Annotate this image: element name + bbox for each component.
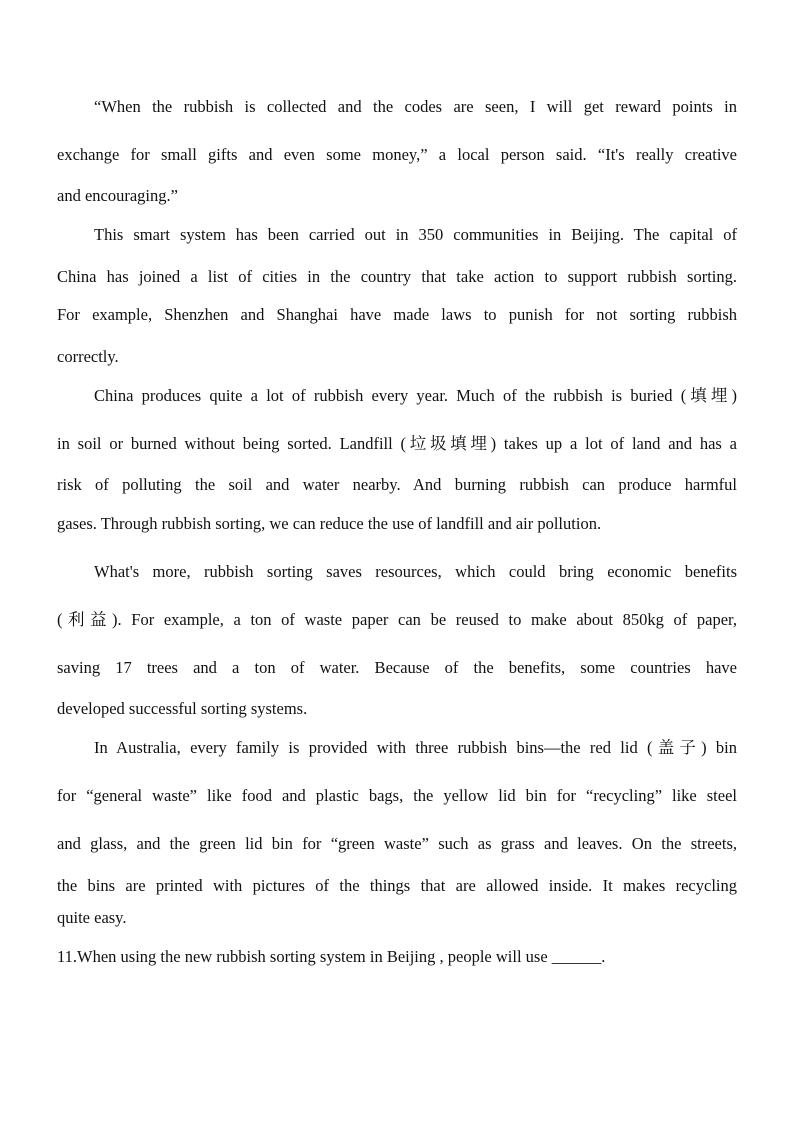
paragraph-5-line-1: In Australia, every family is provided with three rubbish bins—the red lid (盖子) bin <box>94 738 737 757</box>
paragraph-3-line-1: China produces quite a lot of rubbish every year. Much of the rubbish is buried (填埋) <box>94 386 737 405</box>
paragraph-3-line-3: risk of polluting the soil and water nearby. And burning rubbish can produce harmful <box>57 475 737 494</box>
paragraph-5-line-2: for “general waste” like food and plastic bags, the yellow lid bin for “recycling” like steel <box>57 786 737 805</box>
paragraph-3-line-2: in soil or burned without being sorted. Landfill (垃圾填埋) takes up a lot of land and has a <box>57 434 737 453</box>
paragraph-2-line-1: This smart system has been carried out in 350 communities in Beijing. The capital of <box>94 225 737 244</box>
question-11: 11.When using the new rubbish sorting system in Beijing , people will use ______. <box>57 947 606 966</box>
paragraph-1-line-1: “When the rubbish is collected and the codes are seen, I will get reward points in <box>94 97 737 116</box>
paragraph-4-line-2: (利益). For example, a ton of waste paper can be reused to make about 850kg of paper, <box>57 610 737 629</box>
paragraph-5-line-4: the bins are printed with pictures of the things that are allowed inside. It makes recycling <box>57 876 737 895</box>
paragraph-1-line-3: and encouraging.” <box>57 186 178 205</box>
paragraph-2-line-4: correctly. <box>57 347 119 366</box>
paragraph-2-line-3: For example, Shenzhen and Shanghai have made laws to punish for not sorting rubbish <box>57 305 737 324</box>
paragraph-4-line-3: saving 17 trees and a ton of water. Because of the benefits, some countries have <box>57 658 737 677</box>
paragraph-5-line-3: and glass, and the green lid bin for “green waste” such as grass and leaves. On the streets, <box>57 834 737 853</box>
paragraph-4-line-4: developed successful sorting systems. <box>57 699 308 718</box>
paragraph-5-line-5: quite easy. <box>57 908 127 927</box>
paragraph-3-line-4: gases. Through rubbish sorting, we can reduce the use of landfill and air pollution. <box>57 514 602 533</box>
paragraph-1-line-2: exchange for small gifts and even some money,” a local person said. “It's really creative <box>57 145 737 164</box>
paragraph-4-line-1: What's more, rubbish sorting saves resources, which could bring economic benefits <box>94 562 737 581</box>
paragraph-2-line-2: China has joined a list of cities in the country that take action to support rubbish sorting. <box>57 267 737 286</box>
